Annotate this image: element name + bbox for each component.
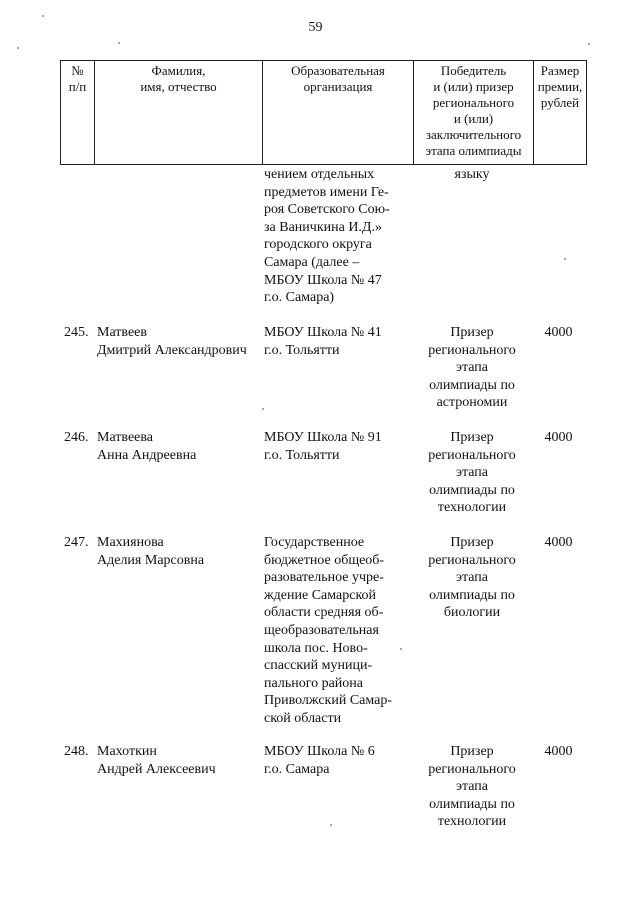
participant-name: Махиянова Аделия Марсовна xyxy=(97,535,205,568)
scan-speck xyxy=(564,258,566,260)
scan-speck xyxy=(17,47,19,49)
prize-amount: 4000 xyxy=(544,744,573,759)
header-prize: Размер премии, рублей xyxy=(534,61,587,165)
organization: МБОУ Школа № 41 г.о. Тольятти xyxy=(264,325,382,358)
table-header xyxy=(60,60,587,165)
header-number: № п/п xyxy=(61,61,95,165)
prize-amount: 4000 xyxy=(544,430,573,445)
continuation-organization: чением отдельных предметов имени Ге- роя Советского Сою- за Ваничкина И.Д.» городского округа Самара (далее – МБОУ Школа № 47 г.о. Самара) xyxy=(264,167,390,306)
row-number: 248. xyxy=(64,744,89,759)
page-number: 59 xyxy=(308,20,323,35)
row-number: 246. xyxy=(64,430,89,445)
row-number: 245. xyxy=(64,325,89,340)
scan-speck xyxy=(400,648,402,650)
scan-speck xyxy=(118,42,120,44)
header-name: Фамилия, имя, отчество xyxy=(95,61,263,165)
olympiad-status: Призер регионального этапа олимпиады по биологии xyxy=(428,535,516,621)
row-number: 247. xyxy=(64,535,89,550)
olympiad-status: Призер регионального этапа олимпиады по астрономии xyxy=(428,325,516,411)
header-status: Победитель и (или) призер регионального и (или) заключительного этапа олимпиады xyxy=(414,61,534,165)
scan-speck xyxy=(42,15,44,17)
prize-amount: 4000 xyxy=(544,535,573,550)
olympiad-status: Призер регионального этапа олимпиады по технологии xyxy=(428,430,516,516)
participant-name: Махоткин Андрей Алексеевич xyxy=(97,744,216,777)
header-organization: Образовательная организация xyxy=(263,61,414,165)
continuation-status: языку xyxy=(454,167,490,182)
participant-name: Матвеева Анна Андреевна xyxy=(97,430,197,463)
organization: Государственное бюджетное общеоб- разовательное учре- ждение Самарской области средняя об- щеобразовательная школа пос. Ново- спасский муници- пального района Приволжский Самар- ской области xyxy=(264,535,393,726)
scan-speck xyxy=(588,43,590,45)
organization: МБОУ Школа № 6 г.о. Самара xyxy=(264,744,375,777)
olympiad-status: Призер регионального этапа олимпиады по технологии xyxy=(428,744,516,830)
prize-amount: 4000 xyxy=(544,325,573,340)
scan-speck xyxy=(330,824,332,826)
organization: МБОУ Школа № 91 г.о. Тольятти xyxy=(264,430,382,463)
scan-speck xyxy=(262,408,264,410)
participant-name: Матвеев Дмитрий Александрович xyxy=(97,325,247,358)
